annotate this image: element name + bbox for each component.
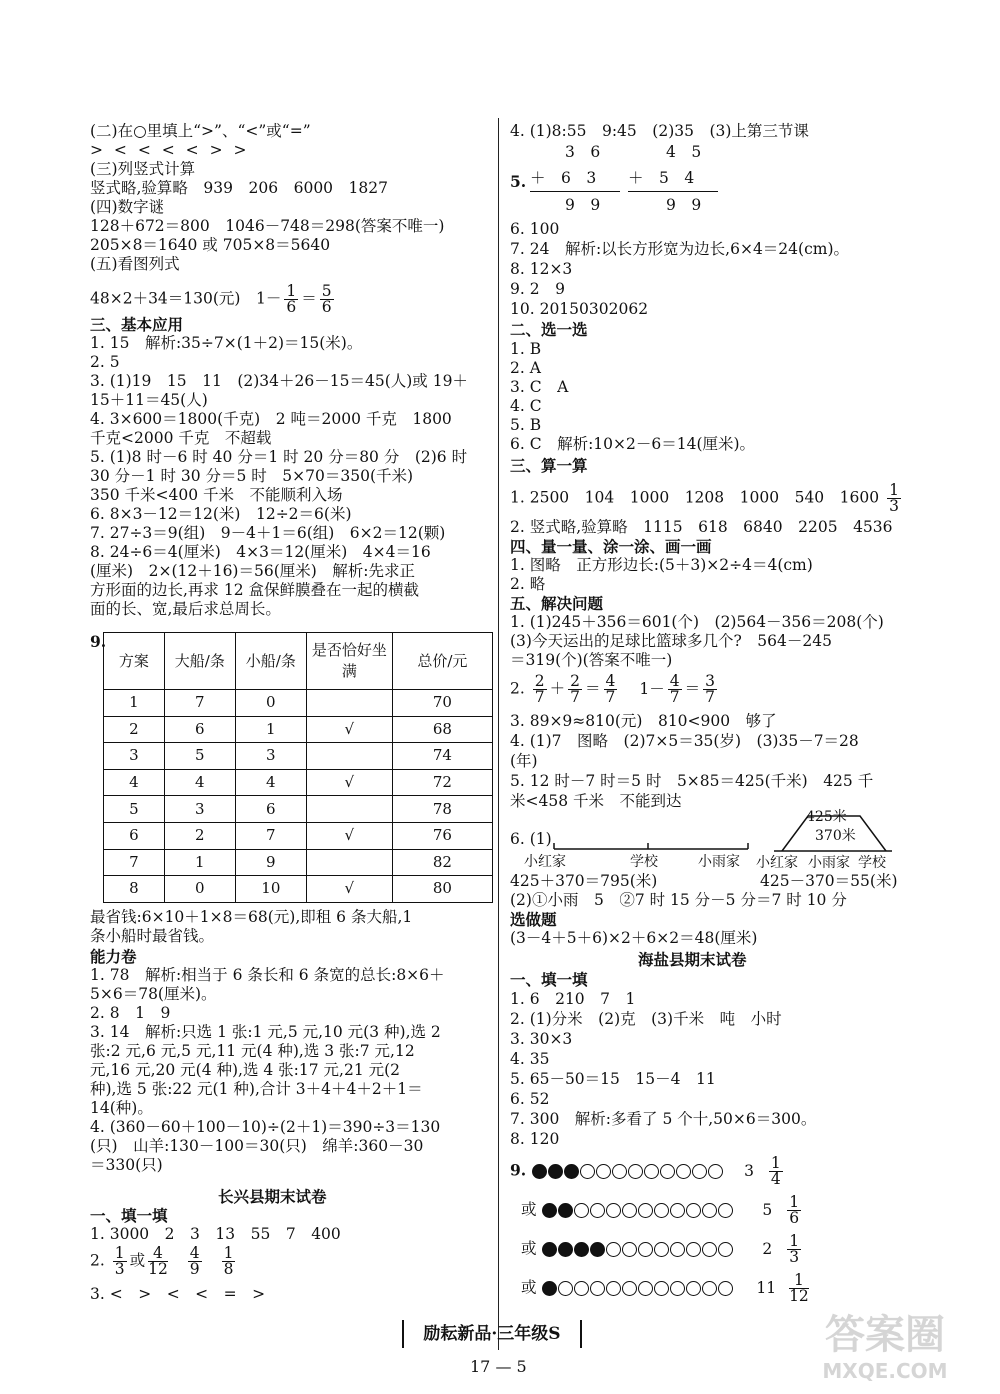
text-line: 425－370＝55(米) [760, 872, 898, 890]
item-number: 2. [510, 679, 525, 698]
fraction [113, 1246, 127, 1277]
empty-circle-icon [718, 1281, 733, 1296]
numerator: 4 [189, 1244, 200, 1262]
table-header: 小船/条 [235, 633, 306, 690]
filled-circle-icon [590, 1242, 605, 1257]
section-heading: 一、填一填 [510, 970, 588, 989]
text-line: 2. (1)分米 (2)克 (3)千米 吨 小时 [510, 1010, 782, 1028]
item-number: 2. [90, 1251, 105, 1270]
text-line [90, 284, 337, 315]
exam-title: 海盐县期末试卷 [638, 950, 747, 969]
fraction [604, 674, 618, 705]
text-line: 5. 65－50＝15 15－4 11 [510, 1070, 716, 1088]
distance-label: 425米 [806, 809, 847, 825]
table-cell: √ [306, 822, 392, 849]
filled-circle-icon [558, 1203, 573, 1218]
empty-circle-icon [628, 1164, 643, 1179]
table-cell: 68 [392, 716, 492, 743]
table-cell: 7 [104, 849, 165, 876]
text-line: 6. (1) [510, 830, 552, 848]
text-line: 10. 20150302062 [510, 300, 649, 318]
filled-circle-icon [542, 1242, 557, 1257]
table-cell: 82 [392, 849, 492, 876]
table-cell: 80 [392, 876, 492, 903]
text-line: ＝330(只) [90, 1156, 163, 1174]
denominator: 3 [789, 1248, 800, 1266]
numerator: 1 [286, 282, 297, 300]
section-heading: 二、选一选 [510, 320, 588, 339]
empty-circle-icon [596, 1164, 611, 1179]
empty-circle-icon [606, 1203, 621, 1218]
text-line: 2. 略 [510, 575, 546, 593]
text-line: 4. C [510, 397, 542, 415]
circle-row [510, 1156, 786, 1187]
equals-sign: ＝ [684, 679, 701, 698]
table-cell: 10 [235, 876, 306, 903]
fraction [769, 1156, 783, 1187]
table-cell: 6 [164, 716, 235, 743]
denominator: 4 [770, 1170, 781, 1188]
text-line: 128＋672＝800 1046－748＝298(答案不唯一) [90, 217, 445, 235]
text-line: 方形面的边长,再求 12 盒保鲜膜叠在一起的横截 [90, 581, 420, 599]
text-line: 元,16 元,20 元(4 种),选 4 张:17 元,21 元(2 [90, 1061, 401, 1079]
watermark-title: 答案圈 [825, 1312, 945, 1358]
exam-title: 长兴县期末试卷 [218, 1187, 327, 1206]
fraction [533, 674, 547, 705]
section-heading: 四、量一量、涂一涂、画一画 [510, 537, 712, 556]
empty-circle-icon [660, 1164, 675, 1179]
table-cell [306, 690, 392, 717]
empty-circle-icon [692, 1164, 707, 1179]
text-line: (3)今天运出的足球比篮球多几个? 564－245 [510, 632, 832, 650]
circle-row [521, 1273, 812, 1304]
text-line: (五)看图列式 [90, 255, 180, 273]
answer-text: 1. 2500 104 1000 1208 1000 540 1600 [510, 488, 880, 507]
one-minus: 1－ [639, 679, 665, 698]
place-label: 小红家 [756, 855, 798, 871]
table-cell: 1 [164, 849, 235, 876]
table-cell: √ [306, 716, 392, 743]
denominator: 3 [889, 497, 899, 515]
text-line: 8. 24÷6＝4(厘米) 4×3＝12(厘米) 4×4＝16 [90, 543, 431, 561]
text-line: 5. (1)8 时－6 时 40 分＝1 时 20 分＝80 分 (2)6 时 [90, 448, 468, 466]
filled-circle-icon [548, 1164, 563, 1179]
text-line [510, 483, 904, 514]
fraction [222, 1246, 236, 1277]
place-label: 学校 [858, 855, 886, 871]
place-label: 学校 [630, 854, 658, 870]
numerator: 5 [321, 282, 332, 300]
text-line: 3. (1)19 15 11 (2)34＋26－15＝45(人)或 19＋ [90, 372, 468, 390]
text-line: 425＋370＝795(米) [510, 872, 658, 890]
table-cell: 9 [235, 849, 306, 876]
table-cell: 70 [392, 690, 492, 717]
fraction [668, 674, 682, 705]
footer-brand: 励耘新品·三年级S [402, 1320, 582, 1348]
text-line: 15＋11＝45(人) [90, 391, 208, 409]
text-line: (2)①小雨 5 ②7 时 15 分－5 分＝7 时 10 分 [510, 891, 847, 909]
count-value: 11 [756, 1278, 777, 1297]
text-line: 6. 100 [510, 220, 560, 238]
section-heading: 三、算一算 [510, 456, 588, 475]
equation-text: 48×2＋34＝130(元) 1－ [90, 289, 282, 308]
denominator: 6 [321, 298, 332, 316]
text-line: 1. 78 解析:相当于 6 条长和 6 条宽的总长:8×6＋ [90, 966, 445, 984]
table-cell: 72 [392, 769, 492, 796]
fraction [703, 674, 717, 705]
numerator: 3 [705, 672, 715, 690]
addend: ＋ 5 4 [628, 169, 695, 187]
count-value: 3 [744, 1161, 754, 1180]
empty-circle-icon [558, 1281, 573, 1296]
table-cell: 1 [235, 716, 306, 743]
text-line: 1. 图略 正方形边长:(5＋3)×2÷4＝4(cm) [510, 556, 813, 574]
fraction [320, 284, 334, 315]
numerator: 1 [770, 1154, 781, 1172]
text-line: (二)在○里填上“>”、“<”或“=” [90, 122, 311, 140]
text-line: 3. 30×3 [510, 1030, 573, 1048]
table-cell: 1 [104, 690, 165, 717]
section-heading: 能力卷 [90, 947, 137, 966]
text-line: (只) 山羊:130－100＝30(只) 绵羊:360－30 [90, 1137, 424, 1155]
text-line: 205×8＝1640 或 705×8＝5640 [90, 236, 331, 254]
text-line: 5. B [510, 416, 542, 434]
empty-circle-icon [606, 1281, 621, 1296]
empty-circle-icon [676, 1164, 691, 1179]
denominator: 7 [605, 688, 616, 706]
numerator: 1 [114, 1244, 125, 1262]
text-line: 6. C 解析:10×2－6＝14(厘米)。 [510, 435, 756, 453]
text-line: 米<458 千米 不能到达 [510, 792, 682, 810]
page-number: 17 — 5 [470, 1357, 527, 1376]
place-label: 小红家 [524, 854, 566, 870]
denominator: 3 [114, 1260, 125, 1278]
text-line: 5×6＝78(厘米)。 [90, 985, 217, 1003]
text-line: 2. A [510, 359, 541, 377]
text-line: 种),选 5 张:22 元(1 种),合计 3＋4＋4＋2＋1＝ [90, 1080, 423, 1098]
table-cell: 7 [164, 690, 235, 717]
numerator: 1 [789, 1273, 809, 1289]
table-cell [306, 743, 392, 770]
filled-circle-icon [574, 1242, 589, 1257]
table-row [104, 716, 493, 743]
text-line: 6. 52 [510, 1090, 550, 1108]
empty-circle-icon [686, 1281, 701, 1296]
empty-circle-icon [686, 1242, 701, 1257]
empty-circle-icon [638, 1203, 653, 1218]
text-line: (四)数字谜 [90, 198, 165, 216]
addend: 3 6 [565, 143, 601, 161]
text-line: 1. 6 210 7 1 [510, 990, 636, 1008]
empty-circle-icon [638, 1242, 653, 1257]
text-line: (厘米) 2×(12＋16)＝56(厘米) 解析:先求正 [90, 562, 416, 580]
table-row [104, 769, 493, 796]
text-line: 1. B [510, 340, 542, 358]
empty-circle-icon [590, 1203, 605, 1218]
table-cell: 0 [235, 690, 306, 717]
table-row [104, 876, 493, 903]
empty-circle-icon [702, 1281, 717, 1296]
text-line: 面的长、宽,最后求总周长。 [90, 600, 281, 618]
empty-circle-icon [644, 1164, 659, 1179]
table-cell: 8 [104, 876, 165, 903]
sum-result: 9 9 [565, 196, 601, 214]
text-line: 竖式略,验算略 939 206 6000 1827 [90, 179, 388, 197]
text-line: 4. (1)8:55 9:45 (2)35 (3)上第三节课 [510, 122, 809, 140]
denominator: 6 [286, 298, 297, 316]
table-row [104, 822, 493, 849]
count-value: 2 [762, 1239, 773, 1258]
table-cell: 2 [164, 822, 235, 849]
circle-row [521, 1234, 804, 1265]
empty-circle-icon [622, 1203, 637, 1218]
fraction [188, 1246, 202, 1277]
count-value: 5 [762, 1200, 773, 1219]
text-line: 最省钱:6×10＋1×8＝68(元),即租 6 条大船,1 [90, 908, 413, 926]
table-cell: 0 [164, 876, 235, 903]
empty-circle-icon [654, 1203, 669, 1218]
text-line: 6. 8×3－12＝12(米) 12÷2＝6(米) [90, 505, 352, 523]
equals-sign: ＝ [585, 679, 601, 698]
table-cell: 6 [104, 822, 165, 849]
plus-sign: ＋ [549, 679, 566, 698]
denominator: 7 [705, 688, 715, 706]
empty-circle-icon [622, 1242, 637, 1257]
section-heading: 一、填一填 [90, 1206, 168, 1225]
empty-circle-icon [686, 1203, 701, 1218]
table-header-row [104, 633, 493, 690]
filled-circle-icon [542, 1281, 557, 1296]
table-row [104, 849, 493, 876]
text-line: > < < < < > > [90, 141, 250, 159]
sum-line [628, 191, 718, 192]
table-row [104, 743, 493, 770]
text-line: 3. C A [510, 378, 569, 396]
text-line: 1. 3000 2 3 13 55 7 400 [90, 1225, 341, 1243]
numerator: 1 [789, 1193, 800, 1211]
section-heading: 选做题 [510, 910, 557, 929]
table-cell [306, 849, 392, 876]
text-line: 3. < > < < = > [90, 1285, 266, 1303]
text-line: 4. (1)7 图略 (2)7×5＝35(岁) (3)35－7＝28 [510, 732, 859, 750]
text-line: 5. 12 时－7 时＝5 时 5×85＝425(千米) 425 千 [510, 772, 874, 790]
numerator: 1 [889, 481, 899, 499]
empty-circle-icon [612, 1164, 627, 1179]
fraction [787, 1195, 801, 1226]
empty-circle-icon [574, 1203, 589, 1218]
empty-circle-icon [718, 1242, 733, 1257]
empty-circle-icon [580, 1164, 595, 1179]
table-cell: 3 [104, 743, 165, 770]
empty-circle-icon [638, 1281, 653, 1296]
table-header: 总价/元 [392, 633, 492, 690]
empty-circle-icon [606, 1242, 621, 1257]
sum-result: 9 9 [666, 196, 702, 214]
table-header: 大船/条 [164, 633, 235, 690]
distance-label: 370米 [815, 828, 856, 844]
item-number: 9. [510, 1160, 527, 1180]
text-line: 2. 5 [90, 353, 120, 371]
text-line: 2. 8 1 9 [90, 1004, 171, 1022]
filled-circle-icon [532, 1164, 547, 1179]
fraction [148, 1246, 168, 1277]
table-cell: 76 [392, 822, 492, 849]
numerator: 2 [534, 672, 545, 690]
text-line: 14(种)。 [90, 1099, 153, 1117]
text-line [90, 1246, 238, 1277]
numerator: 4 [669, 672, 680, 690]
table-cell: 78 [392, 796, 492, 823]
text-line: (年) [510, 752, 538, 770]
empty-circle-icon [670, 1281, 685, 1296]
place-label: 小雨家 [808, 855, 850, 871]
or-text: 或 [521, 1278, 537, 1297]
fraction [284, 284, 298, 315]
table-cell: 2 [104, 716, 165, 743]
table-cell: 6 [235, 796, 306, 823]
numerator: 4 [148, 1246, 168, 1262]
watermark-logo [800, 1298, 970, 1384]
fraction [568, 674, 582, 705]
numerator: 4 [605, 672, 616, 690]
numerator: 1 [223, 1244, 234, 1262]
empty-circle-icon [718, 1203, 733, 1218]
table-cell: 7 [235, 822, 306, 849]
table-row [104, 796, 493, 823]
text-line: 3. 14 解析:只选 1 张:1 元,5 元,10 元(3 种),选 2 [90, 1023, 441, 1041]
numerator: 1 [789, 1232, 800, 1250]
text-line: 3. 89×9≈810(元) 810<900 够了 [510, 712, 777, 730]
table-cell: 5 [104, 796, 165, 823]
table-cell: 3 [164, 796, 235, 823]
text-line: 4. (360－60＋100－10)÷(2＋1)＝390÷3＝130 [90, 1118, 441, 1136]
empty-circle-icon [702, 1242, 717, 1257]
empty-circle-icon [654, 1281, 669, 1296]
circle-row [521, 1195, 804, 1226]
denominator: 12 [148, 1260, 168, 1278]
table-cell: 4 [235, 769, 306, 796]
place-label: 小雨家 [698, 854, 740, 870]
text-line: 350 千米<400 千米 不能顺利入场 [90, 486, 343, 504]
filled-circle-icon [564, 1164, 579, 1179]
text-line: 千克<2000 千克 不超载 [90, 429, 272, 447]
section-heading: 五、解决问题 [510, 594, 604, 613]
item-number: 5. [510, 172, 527, 191]
text-line: (3－4＋5＋6)×2＋6×2＝48(厘米) [510, 929, 758, 947]
denominator: 7 [570, 688, 580, 706]
empty-circle-icon [574, 1281, 589, 1296]
filled-circle-icon [558, 1242, 573, 1257]
text-line: 9. 2 9 [510, 280, 565, 298]
addend: 4 5 [666, 143, 702, 161]
plan-table [103, 632, 493, 903]
fraction [887, 483, 901, 514]
table-cell: √ [306, 876, 392, 903]
watermark-url: MXQE.COM [822, 1359, 948, 1383]
empty-circle-icon [622, 1281, 637, 1296]
text-line: 30 分－1 时 30 分＝5 时 5×70＝350(千米) [90, 467, 414, 485]
or-text: 或 [129, 1251, 146, 1270]
empty-circle-icon [702, 1203, 717, 1218]
item-number: 9. [90, 632, 107, 651]
empty-circle-icon [654, 1242, 669, 1257]
or-text: 或 [521, 1239, 537, 1258]
table-row [104, 690, 493, 717]
denominator: 9 [189, 1260, 200, 1278]
sum-line [530, 191, 620, 192]
equals-sign: ＝ [301, 289, 317, 308]
table-cell: 4 [164, 769, 235, 796]
denominator: 7 [669, 688, 680, 706]
table-header: 是否恰好坐满 [306, 633, 392, 690]
text-line: 7. 24 解析:以长方形宽为边长,6×4＝24(cm)。 [510, 240, 849, 258]
table-cell: 74 [392, 743, 492, 770]
numerator: 2 [570, 672, 580, 690]
text-line: 8. 120 [510, 1130, 560, 1148]
table-cell: 3 [235, 743, 306, 770]
text-line: 7. 27÷3＝9(组) 9－4＋1＝6(组) 6×2＝12(颗) [90, 524, 446, 542]
denominator: 7 [534, 688, 545, 706]
empty-circle-icon [670, 1242, 685, 1257]
empty-circle-icon [590, 1281, 605, 1296]
fraction [787, 1234, 801, 1265]
table-cell: 4 [104, 769, 165, 796]
addend: ＋ 6 3 [530, 169, 597, 187]
denominator: 8 [223, 1260, 234, 1278]
text-line: ＝319(个)(答案不唯一) [510, 651, 673, 669]
text-line: 4. 35 [510, 1050, 550, 1068]
table-cell: √ [306, 769, 392, 796]
table-header: 方案 [104, 633, 165, 690]
section-heading: 三、基本应用 [90, 315, 184, 334]
table-cell: 5 [164, 743, 235, 770]
text-line: 7. 300 解析:多看了 5 个十,50×6＝300。 [510, 1110, 817, 1128]
text-line: (三)列竖式计算 [90, 160, 196, 178]
denominator: 6 [789, 1209, 800, 1227]
text-line: 条小船时最省钱。 [90, 927, 215, 945]
filled-circle-icon [542, 1203, 557, 1218]
table-cell [306, 796, 392, 823]
text-line: 4. 3×600＝1800(千克) 2 吨＝2000 千克 1800 [90, 410, 452, 428]
denominator: 12 [789, 1287, 809, 1305]
text-line: 1. 15 解析:35÷7×(1＋2)＝15(米)。 [90, 334, 363, 352]
text-line: 张:2 元,6 元,5 元,11 元(4 种),选 3 张:7 元,12 [90, 1042, 415, 1060]
text-line: 8. 12×3 [510, 260, 573, 278]
or-text: 或 [521, 1200, 537, 1219]
column-divider [498, 118, 499, 1350]
empty-circle-icon [708, 1164, 723, 1179]
text-line: 1. (1)245＋356＝601(个) (2)564－356＝208(个) [510, 613, 884, 631]
empty-circle-icon [670, 1203, 685, 1218]
text-line [510, 674, 720, 705]
text-line: 2. 竖式略,验算略 1115 618 6840 2205 4536 [510, 518, 893, 536]
